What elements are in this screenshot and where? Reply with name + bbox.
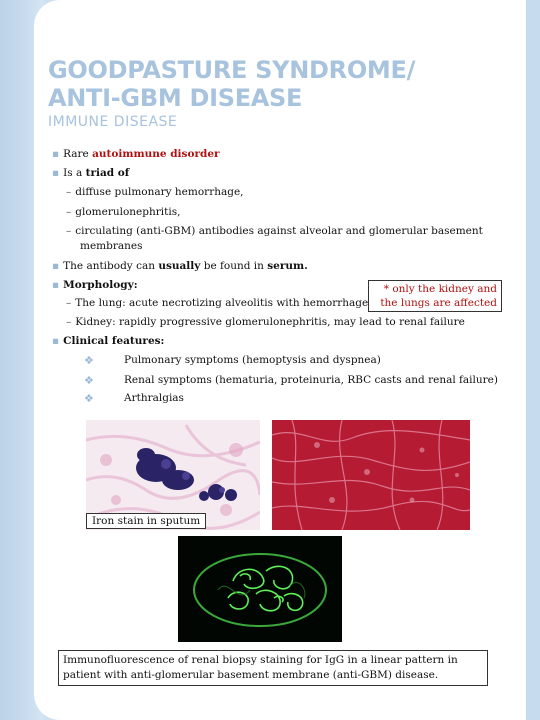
slide-title: GOODPASTURE SYNDROME/ ANTI-GBM DISEASE <box>48 56 416 112</box>
diamond-bullet-icon: ❖ <box>84 374 94 387</box>
immunofluorescence-caption: Immunofluorescence of renal biopsy staining for IgG in a linear pattern in patient with anti-glomerular basement membrane (anti-GBM) disease. <box>58 650 488 686</box>
square-bullet-icon: ▪ <box>52 148 60 160</box>
square-bullet-icon: ▪ <box>52 167 60 179</box>
square-bullet-icon: ▪ <box>52 335 60 347</box>
bullet-text: Rare <box>63 148 89 160</box>
bullet-text: be found in <box>203 260 264 272</box>
morphology-text: Kidney: rapidly progressive glomerulonephritis, may lead to renal failure <box>75 316 465 328</box>
emphasis-text: autoimmune disorder <box>92 148 220 160</box>
triad-item-3 <box>66 225 483 237</box>
iron-stain-caption: Iron stain in sputum <box>86 513 206 529</box>
bold-text: Morphology: <box>63 279 138 291</box>
clinical-item-2 <box>84 374 498 387</box>
dash-bullet-icon: – <box>66 225 72 237</box>
bullet-clinical <box>52 335 164 347</box>
triad-text: glomerulonephritis, <box>75 206 181 218</box>
square-bullet-icon: ▪ <box>52 260 60 272</box>
dash-bullet-icon: – <box>66 206 72 218</box>
bullet-rare <box>52 148 220 160</box>
morphology-kidney <box>66 316 465 328</box>
dash-bullet-icon: – <box>66 186 72 198</box>
triad-item-3-cont <box>80 240 143 252</box>
clinical-text: Arthralgias <box>124 392 184 404</box>
bold-text: usually <box>158 260 201 272</box>
dash-bullet-icon: – <box>66 297 72 309</box>
clinical-text: Renal symptoms (hematuria, proteinuria, RBC casts and renal failure) <box>124 374 498 386</box>
bold-text: Clinical features: <box>63 335 165 347</box>
clinical-item-1 <box>84 354 381 367</box>
morphology-text: The lung: acute necrotizing alveolitis with hemorrhage <box>75 297 369 309</box>
slide-subtitle: IMMUNE DISEASE <box>48 114 178 130</box>
lung-tissue-image <box>272 420 470 530</box>
bullet-text: The antibody can <box>63 260 155 272</box>
bullet-morphology <box>52 279 138 291</box>
callout-note: * only the kidney and the lungs are affected <box>368 280 502 312</box>
immunofluorescence-image <box>178 536 342 642</box>
dash-bullet-icon: – <box>66 316 72 328</box>
diamond-bullet-icon: ❖ <box>84 392 94 405</box>
morphology-lung <box>66 297 368 309</box>
bullet-antibody <box>52 260 308 272</box>
triad-text: diffuse pulmonary hemorrhage, <box>75 186 244 198</box>
right-decorative-band <box>526 0 540 720</box>
diamond-bullet-icon: ❖ <box>84 354 94 367</box>
triad-text: circulating (anti-GBM) antibodies against alveolar and glomerular basement <box>75 225 483 237</box>
bold-text: serum. <box>267 260 308 272</box>
bold-text: triad of <box>85 167 130 179</box>
lung-tissue-graphic <box>272 420 470 530</box>
clinical-text: Pulmonary symptoms (hemoptysis and dyspnea) <box>124 354 381 366</box>
square-bullet-icon: ▪ <box>52 279 60 291</box>
triad-item-1 <box>66 186 244 198</box>
clinical-item-3 <box>84 392 184 405</box>
triad-text: membranes <box>80 240 143 252</box>
immunofluorescence-graphic <box>178 536 342 642</box>
bullet-text: Is a <box>63 167 83 179</box>
bullet-triad <box>52 167 129 179</box>
triad-item-2 <box>66 206 180 218</box>
